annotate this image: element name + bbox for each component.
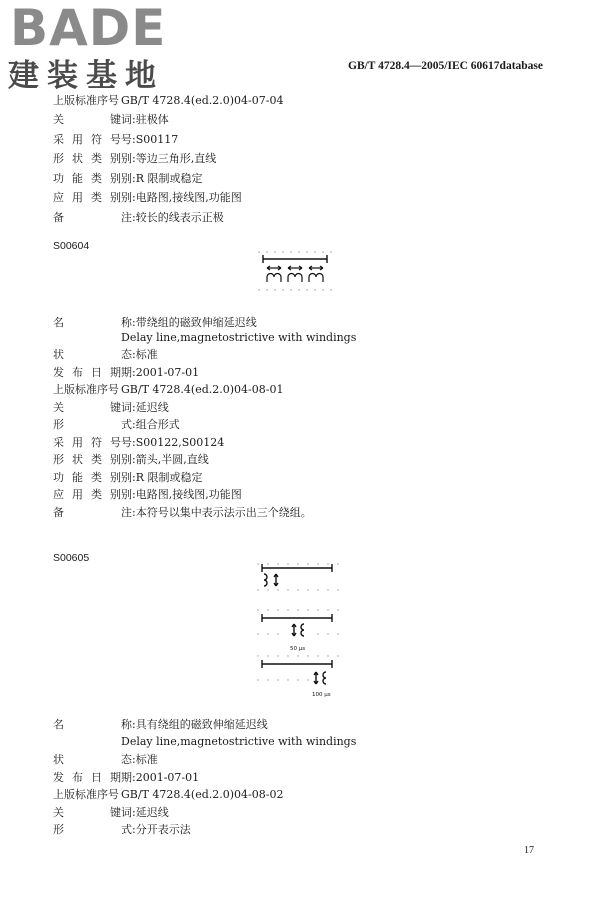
symbol-id: S00604 <box>53 240 90 252</box>
field-row: 备 注:较长的线表示正极 <box>53 211 224 224</box>
field-row: 关 键词:驻极体 <box>53 113 169 126</box>
field-row: 关 键词:延迟线 <box>53 401 169 414</box>
field-row: 发 布 日 期期:2001-07-01 <box>53 366 200 379</box>
brand-logo-chinese: 建装基地 <box>8 58 164 94</box>
field-row: 上版标准序号 GB/T 4728.4(ed.2.0)04-07-04 <box>53 94 284 107</box>
delay-label-50: 50 μs <box>290 646 306 652</box>
delay-line-windings-symbol <box>255 248 335 296</box>
field-row: 名 称:具有绕组的磁致伸缩延迟线 <box>53 718 268 731</box>
field-row: Delay line,magnetostrictive with windings <box>121 735 357 748</box>
field-row: 上版标准序号 GB/T 4728.4(ed.2.0)04-08-01 <box>53 383 284 396</box>
field-row: 状 态:标准 <box>53 348 158 361</box>
field-row: 功 能 类 别别:R 限制或稳定 <box>53 471 203 484</box>
field-row: 上版标准序号 GB/T 4728.4(ed.2.0)04-08-02 <box>53 788 284 801</box>
field-row: 形 状 类 别别:箭头,半圆,直线 <box>53 453 209 466</box>
delay-label-100: 100 μs <box>312 692 331 698</box>
field-row: 功 能 类 别别:R 限制或稳定 <box>53 172 203 185</box>
symbol-id: S00605 <box>53 552 90 564</box>
field-row: 名 称:带绕组的磁致伸缩延迟线 <box>53 316 257 329</box>
field-row: 发 布 日 期期:2001-07-01 <box>53 771 200 784</box>
page-number: 17 <box>524 845 534 856</box>
field-row: 关 键词:延迟线 <box>53 806 169 819</box>
field-row: 备 注:本符号以集中表示法示出三个绕组。 <box>53 506 312 519</box>
field-row: 形 式:组合形式 <box>53 418 180 431</box>
standard-code: GB/T 4728.4—2005/IEC 60617database <box>348 60 543 72</box>
field-row: Delay line,magnetostrictive with windings <box>121 331 357 344</box>
field-row: 采 用 符 号号:S00117 <box>53 133 179 146</box>
field-row: 应 用 类 别别:电路图,接线图,功能图 <box>53 191 242 204</box>
brand-logo <box>10 0 166 56</box>
field-row: 形 状 类 别别:等边三角形,直线 <box>53 152 217 165</box>
field-row: 采 用 符 号号:S00122,S00124 <box>53 436 225 449</box>
field-row: 应 用 类 别别:电路图,接线图,功能图 <box>53 488 242 501</box>
field-row: 形 式:分开表示法 <box>53 823 191 836</box>
field-row: 状 态:标准 <box>53 753 158 766</box>
delay-line-separate-windings-symbol <box>252 560 344 700</box>
logo-word: BADE <box>10 0 167 57</box>
